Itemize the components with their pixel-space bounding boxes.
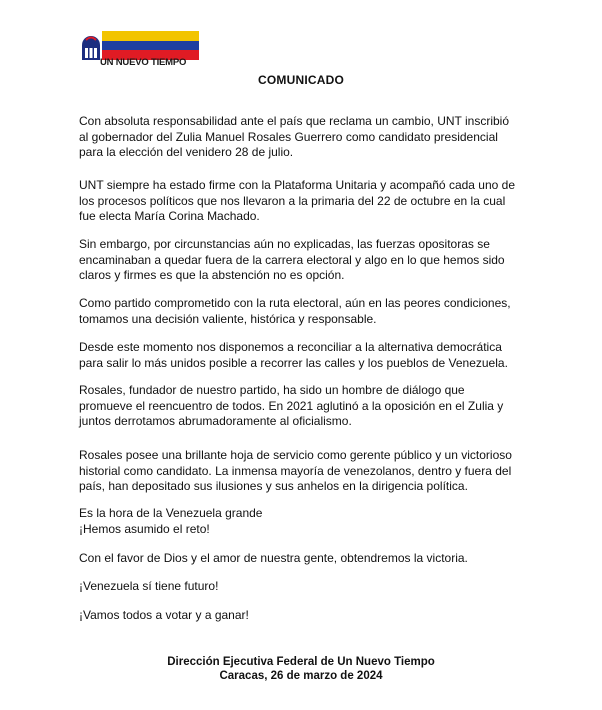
paragraph-line: Sin embargo, por circunstancias aún no explicadas, las fuerzas opositoras se bbox=[79, 237, 490, 251]
emblem-column-right bbox=[94, 48, 97, 58]
paragraph-line: Como partido comprometido con la ruta electoral, aún en las peores condiciones, bbox=[79, 296, 511, 310]
unt-flag-logo-icon bbox=[80, 31, 199, 60]
paragraph-4 bbox=[79, 296, 529, 327]
paragraph-9 bbox=[79, 551, 529, 567]
paragraph-line: Desde este momento nos disponemos a reconciliar a la alternativa democrática bbox=[79, 340, 502, 354]
signature-issuer: Dirección Ejecutiva Federal de Un Nuevo Tiempo bbox=[167, 656, 435, 668]
emblem-column-left bbox=[85, 48, 88, 58]
paragraph-line: para salir lo más unidos posible a recorrer las calles y los pueblos de Venezuela. bbox=[79, 355, 508, 370]
paragraph-11 bbox=[79, 608, 529, 624]
paragraph-line: promueve el reencuentro de todos. En 2021 aglutinó a la oposición en el Zulia y bbox=[79, 398, 504, 413]
paragraph-5 bbox=[79, 340, 529, 371]
paragraph-6 bbox=[79, 383, 529, 430]
unt-logo bbox=[80, 31, 199, 73]
paragraph-line: ¡Hemos asumido el reto! bbox=[79, 521, 210, 536]
signature-place-date: Caracas, 26 de marzo de 2024 bbox=[219, 670, 383, 682]
paragraph-2 bbox=[79, 178, 529, 225]
paragraph-line: Con el favor de Dios y el amor de nuestra gente, obtendremos la victoria. bbox=[79, 551, 468, 565]
paragraph-line: Rosales, fundador de nuestro partido, ha sido un hombre de diálogo que bbox=[79, 383, 465, 397]
paragraph-line: juntos derrotamos abrumadoramente al oficialismo. bbox=[79, 414, 352, 428]
paragraph-line: para la elección del venidero 28 de julio. bbox=[79, 145, 294, 159]
paragraph-line: fue electa María Corina Machado. bbox=[79, 209, 260, 223]
paragraph-line: encaminaban a quedar fuera de la carrera electoral y algo en lo que hemos sido bbox=[79, 252, 505, 267]
paragraph-line: país, han depositado sus ilusiones y sus anhelos en la dirigencia política. bbox=[79, 479, 468, 493]
paragraph-line: tomamos una decisión valiente, histórica y responsable. bbox=[79, 311, 377, 326]
logo-wordmark: UN NUEVO TIEMPO bbox=[100, 57, 187, 68]
paragraph-line: al gobernador del Zulia Manuel Rosales Guerrero como candidato presidencial bbox=[79, 129, 498, 144]
document-title: COMUNICADO bbox=[258, 73, 344, 87]
paragraph-line: claros y firmes es que la abstención no es opción. bbox=[79, 268, 345, 282]
signature-block bbox=[0, 655, 602, 683]
paragraph-line: ¡Vamos todos a votar y a ganar! bbox=[79, 608, 249, 622]
paragraph-7 bbox=[79, 448, 529, 495]
paragraph-line: Es la hora de la Venezuela grande bbox=[79, 506, 263, 520]
paragraph-line: UNT siempre ha estado firme con la Plataforma Unitaria y acompañó cada uno de bbox=[79, 178, 516, 192]
paragraph-line: los procesos políticos que nos llevaron a la primaria del 22 de octubre en la cual bbox=[79, 193, 506, 208]
paragraph-line: ¡Venezuela sí tiene futuro! bbox=[79, 579, 219, 593]
paragraph-8 bbox=[79, 506, 529, 537]
paragraph-line: Con absoluta responsabilidad ante el país que reclama un cambio, UNT inscribió bbox=[79, 114, 510, 128]
paragraph-1 bbox=[79, 114, 529, 161]
paragraph-line: Rosales posee una brillante hoja de servicio como gerente público y un victorioso bbox=[79, 448, 512, 462]
emblem-column-center bbox=[90, 48, 93, 58]
paragraph-3 bbox=[79, 237, 529, 284]
paragraph-line: historial como candidato. La inmensa mayoría de venezolanos, dentro y fuera del bbox=[79, 463, 512, 478]
paragraph-10 bbox=[79, 579, 529, 595]
